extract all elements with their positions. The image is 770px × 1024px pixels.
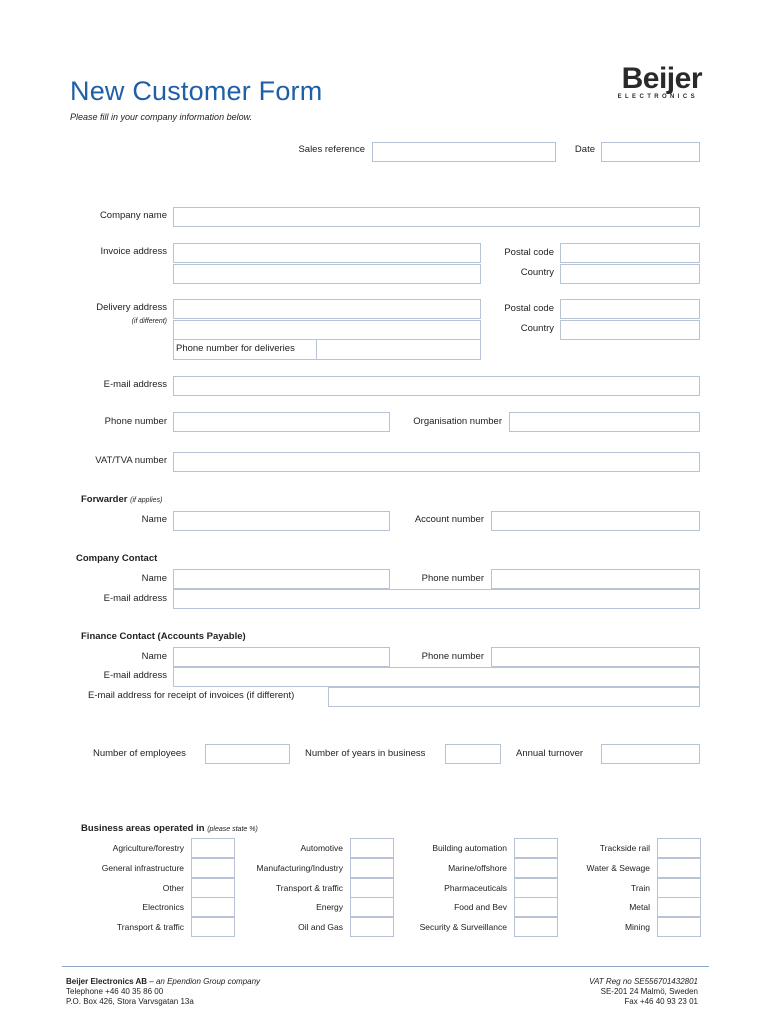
company-contact-email-label: E-mail address (103, 593, 167, 604)
business-area-label: Agriculture/forestry (112, 843, 184, 853)
finance-contact-phone-input[interactable] (491, 647, 700, 667)
business-area-label: Energy (316, 902, 343, 912)
turnover-input[interactable] (601, 744, 700, 764)
invoice-country-input[interactable] (560, 264, 700, 284)
business-area-label: Food and Bev (454, 902, 507, 912)
organisation-number-label: Organisation number (413, 416, 502, 427)
employees-label: Number of employees (93, 748, 186, 759)
delivery-country-label: Country (520, 323, 554, 334)
business-area-label: Security & Surveillance (419, 922, 507, 932)
delivery-postal-code-label: Postal code (504, 303, 554, 314)
finance-contact-name-input[interactable] (173, 647, 390, 667)
finance-contact-email-label: E-mail address (103, 670, 167, 681)
page-title: New Customer Form (70, 76, 323, 106)
business-area-percent-input[interactable] (657, 858, 701, 878)
company-contact-name-label: Name (141, 573, 167, 584)
email-address-input[interactable] (173, 376, 700, 396)
footer-company-line (66, 977, 260, 987)
business-area-label: Manufacturing/Industry (256, 863, 343, 873)
delivery-phone-input[interactable] (316, 339, 481, 360)
business-area-label: Transport & traffic (275, 883, 343, 893)
forwarder-heading: Forwarder (if applies) (81, 494, 163, 505)
forwarder-account-input[interactable] (491, 511, 700, 531)
company-name-input[interactable] (173, 207, 700, 227)
business-area-label: Automotive (300, 843, 343, 853)
invoice-address-line1[interactable] (173, 243, 481, 263)
page-subtitle: Please fill in your company information below. (70, 112, 253, 122)
business-areas-heading: Business areas operated in (please state %) (81, 823, 258, 834)
years-input[interactable] (445, 744, 501, 764)
turnover-label: Annual turnover (516, 748, 584, 759)
business-area-label: Other (162, 883, 184, 893)
business-area-percent-input[interactable] (657, 838, 701, 858)
footer-address: P.O. Box 426, Stora Varvsgatan 13a (66, 997, 194, 1006)
company-contact-phone-label: Phone number (421, 573, 484, 584)
invoice-email-label: E-mail address for receipt of invoices (if different) (88, 690, 295, 701)
business-area-label: Pharmaceuticals (444, 883, 507, 893)
delivery-postal-code-input[interactable] (560, 299, 700, 319)
company-contact-name-input[interactable] (173, 569, 390, 589)
company-name-label: Company name (99, 210, 167, 221)
delivery-address-line2[interactable] (173, 320, 481, 340)
footer-divider (62, 966, 709, 967)
forwarder-name-input[interactable] (173, 511, 390, 531)
phone-number-label: Phone number (104, 416, 167, 427)
footer-fax: Fax +46 40 93 23 01 (624, 997, 698, 1006)
business-area-label: Trackside rail (599, 843, 650, 853)
invoice-email-input[interactable] (328, 687, 700, 707)
business-area-label: Oil and Gas (298, 922, 343, 932)
finance-contact-heading: Finance Contact (Accounts Payable) (81, 631, 246, 642)
business-area-percent-input[interactable] (657, 878, 701, 898)
forwarder-note: (if applies) (130, 497, 163, 504)
forwarder-account-label: Account number (414, 514, 484, 525)
logo-wordmark: Beijer (621, 62, 702, 95)
business-area-label: Transport & traffic (116, 922, 184, 932)
email-address-label: E-mail address (103, 379, 167, 390)
business-area-label: Metal (629, 902, 650, 912)
delivery-address-line1[interactable] (173, 299, 481, 319)
business-area-label: Electronics (142, 902, 184, 912)
invoice-postal-code-label: Postal code (504, 247, 554, 258)
delivery-country-input[interactable] (560, 320, 700, 340)
company-contact-heading: Company Contact (76, 553, 158, 564)
business-area-label: General infrastructure (101, 863, 184, 873)
business-area-label: Train (630, 883, 650, 893)
organisation-number-input[interactable] (509, 412, 700, 432)
business-area-percent-input[interactable] (657, 917, 701, 937)
business-area-label: Water & Sewage (586, 863, 650, 873)
date-label: Date (574, 144, 595, 155)
footer-telephone: Telephone +46 40 35 86 00 (66, 987, 164, 996)
business-areas-note: (please state %) (207, 826, 258, 833)
delivery-if-different-note: (if different) (131, 318, 167, 325)
business-area-label: Marine/offshore (448, 863, 507, 873)
vat-number-input[interactable] (173, 452, 700, 472)
vat-number-label: VAT/TVA number (95, 455, 167, 466)
invoice-address-line2[interactable] (173, 264, 481, 284)
years-label: Number of years in business (305, 748, 426, 759)
footer-city: SE-201 24 Malmö, Sweden (600, 987, 698, 996)
business-area-label: Mining (624, 922, 650, 932)
invoice-address-label: Invoice address (100, 246, 167, 257)
footer-vat: VAT Reg no SE556701432801 (589, 977, 698, 986)
invoice-postal-code-input[interactable] (560, 243, 700, 263)
employees-input[interactable] (205, 744, 290, 764)
footer-company: Beijer Electronics AB (66, 977, 148, 986)
date-input[interactable] (601, 142, 700, 162)
company-contact-phone-input[interactable] (491, 569, 700, 589)
invoice-country-label: Country (520, 267, 554, 278)
business-area-label: Building automation (432, 843, 507, 853)
business-area-percent-input[interactable] (657, 897, 701, 917)
company-contact-email-input[interactable] (173, 589, 700, 609)
forwarder-name-label: Name (141, 514, 167, 525)
finance-contact-phone-label: Phone number (421, 651, 484, 662)
sales-reference-input[interactable] (372, 142, 556, 162)
delivery-phone-label: Phone number for deliveries (176, 343, 295, 354)
delivery-address-label: Delivery address (96, 302, 167, 313)
sales-reference-label: Sales reference (298, 144, 365, 155)
finance-contact-name-label: Name (141, 651, 167, 662)
footer-tagline: – an Ependion Group company (147, 977, 261, 986)
finance-contact-email-input[interactable] (173, 667, 700, 687)
logo-subtext: ELECTRONICS (617, 94, 698, 100)
phone-number-input[interactable] (173, 412, 390, 432)
